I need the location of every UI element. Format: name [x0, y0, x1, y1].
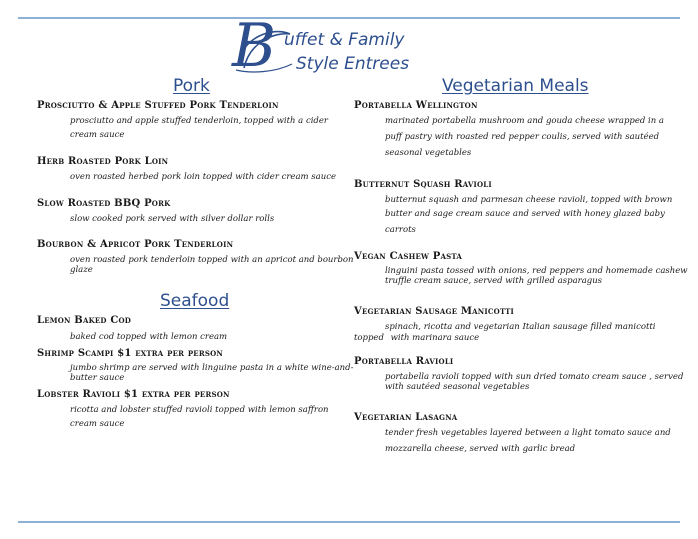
menu-item-description: ricotta and lobster stuffed ravioli topped with lemon saffron cream sauce: [70, 405, 329, 429]
menu-item-description: oven roasted herbed pork loin topped with cider cream sauce: [70, 172, 336, 182]
vegetarian-heading: Vegetarian Meals: [442, 76, 589, 96]
menu-item-name: Vegetarian Sausage Manicotti: [354, 306, 514, 317]
menu-item-description: baked cod topped with lemon cream: [70, 332, 228, 342]
menu-item-description: prosciutto and apple stuffed tenderloin, topped with a cider cream sauce: [70, 116, 328, 140]
bottom-rule: [18, 521, 680, 523]
menu-item-description: butternut squash and parmesan cheese ravioli, topped with brown butter and sage cream sauce and served with honey glazed baby carrots: [385, 195, 673, 235]
menu-item-description: portabella ravioli topped with sun dried tomato cream sauce , served with sautéed seasonal vegetables: [385, 372, 684, 392]
menu-item-description: marinated portabella mushroom and gouda cheese wrapped in a puff pastry with roasted red pepper coulis, served with sautéed seasonal vegetables: [385, 116, 664, 158]
menu-item-name: Butternut Squash Ravioli: [354, 179, 492, 190]
title-line-1: uffet & Family: [284, 30, 405, 50]
menu-item-name: Portabella Wellington: [354, 100, 478, 111]
title-initial: B: [232, 11, 277, 81]
pork-heading: Pork: [173, 76, 210, 96]
menu-item-name: Herb Roasted Pork Loin: [37, 156, 169, 167]
menu-item-name: Portabella Ravioli: [354, 356, 454, 367]
menu-item-name: Lobster Ravioli $1 extra per person: [37, 389, 230, 400]
menu-item-description: slow cooked pork served with silver dollar rolls: [70, 214, 275, 224]
seafood-heading: Seafood: [160, 291, 230, 311]
menu-item-name: Lemon Baked Cod: [37, 315, 132, 326]
menu-item-description: oven roasted pork tenderloin topped with an apricot and bourbon glaze: [70, 255, 354, 275]
menu-item-description: spinach, ricotta and vegetarian Italian sausage filled manicotti: [385, 322, 656, 332]
menu-item-description: topped with marinara sauce: [354, 333, 480, 343]
menu-item-name: Bourbon & Apricot Pork Tenderloin: [37, 239, 234, 250]
menu-item-name: Shrimp Scampi $1 extra per person: [37, 348, 223, 359]
menu-item-description: jumbo shrimp are served with linguine pasta in a white wine-and- butter sauce: [70, 363, 354, 383]
menu-item-name: Vegetarian Lasagna: [354, 412, 458, 423]
menu-item-name: Slow Roasted BBQ Pork: [37, 198, 171, 209]
menu-item-description: tender fresh vegetables layered between a light tomato sauce and mozzarella cheese, served with garlic bread: [385, 428, 671, 454]
menu-item-name: Vegan Cashew Pasta: [354, 251, 462, 262]
menu-item-description: linguini pasta tossed with onions, red peppers and homemade cashew truffle cream sauce, served with grilled asparagus: [385, 266, 688, 286]
menu-title: [232, 11, 452, 81]
menu-item-name: Prosciutto & Apple Stuffed Pork Tenderloin: [37, 100, 279, 111]
top-rule: [18, 17, 680, 19]
title-line-2: Style Entrees: [296, 54, 410, 74]
